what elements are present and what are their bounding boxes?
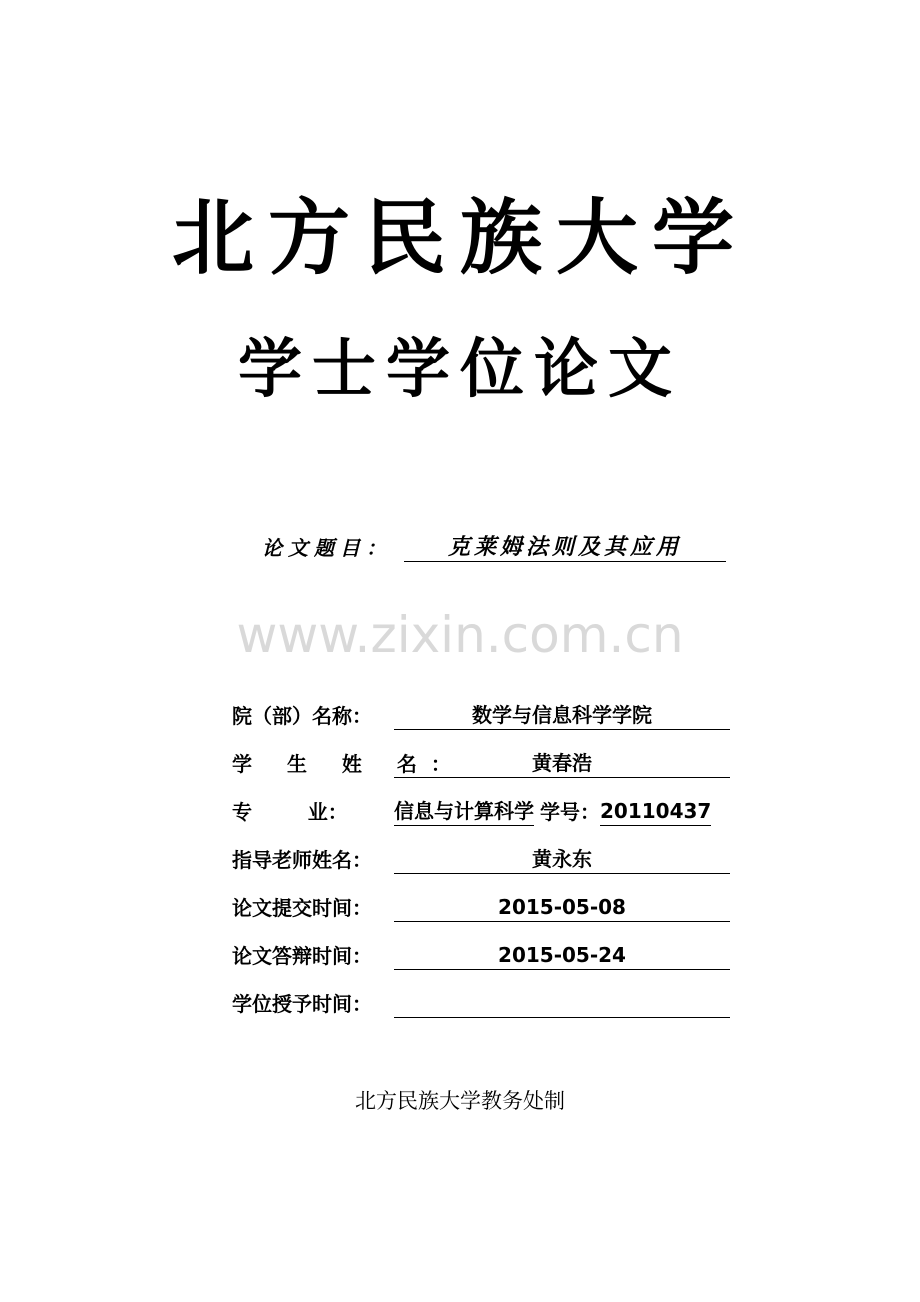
- department-label: 院（部）名称：: [232, 704, 372, 728]
- major-label: 专 业：: [232, 800, 348, 824]
- defense-date-row: [232, 940, 730, 970]
- major-row: [232, 796, 711, 826]
- student-name-label: 学 生 姓 名：: [232, 752, 465, 776]
- department-row: [232, 700, 730, 730]
- university-title: 北方民族大学: [171, 190, 748, 286]
- submit-date-row: [232, 892, 730, 922]
- advisor-label: 指导老师姓名：: [232, 848, 372, 872]
- student-name-value: 黄春浩: [394, 749, 730, 778]
- issuing-office: 北方民族大学教务处制: [355, 1089, 565, 1113]
- student-name-row: [232, 748, 730, 778]
- defense-date-label: 论文答辩时间：: [232, 944, 372, 968]
- major-value: 信息与计算科学: [394, 797, 534, 826]
- submit-date-value: 2015-05-08: [394, 893, 730, 922]
- defense-date-value: 2015-05-24: [394, 941, 730, 970]
- degree-date-row: [232, 988, 730, 1018]
- advisor-value: 黄永东: [394, 845, 730, 874]
- watermark: www.zixin.com.cn: [236, 606, 684, 664]
- degree-date-value: [394, 989, 730, 1018]
- submit-date-label: 论文提交时间：: [232, 896, 372, 920]
- advisor-row: [232, 844, 730, 874]
- thesis-topic-row: [262, 530, 726, 562]
- thesis-topic-value: 克莱姆法则及其应用: [404, 533, 726, 562]
- student-id-label: 学号：: [540, 800, 600, 824]
- thesis-topic-label: 论文题目：: [262, 536, 392, 560]
- thesis-type-title: 学士学位论文: [238, 332, 682, 407]
- student-id-value: 20110437: [600, 797, 711, 826]
- degree-date-label: 学位授予时间：: [232, 992, 372, 1016]
- department-value: 数学与信息科学学院: [394, 701, 730, 730]
